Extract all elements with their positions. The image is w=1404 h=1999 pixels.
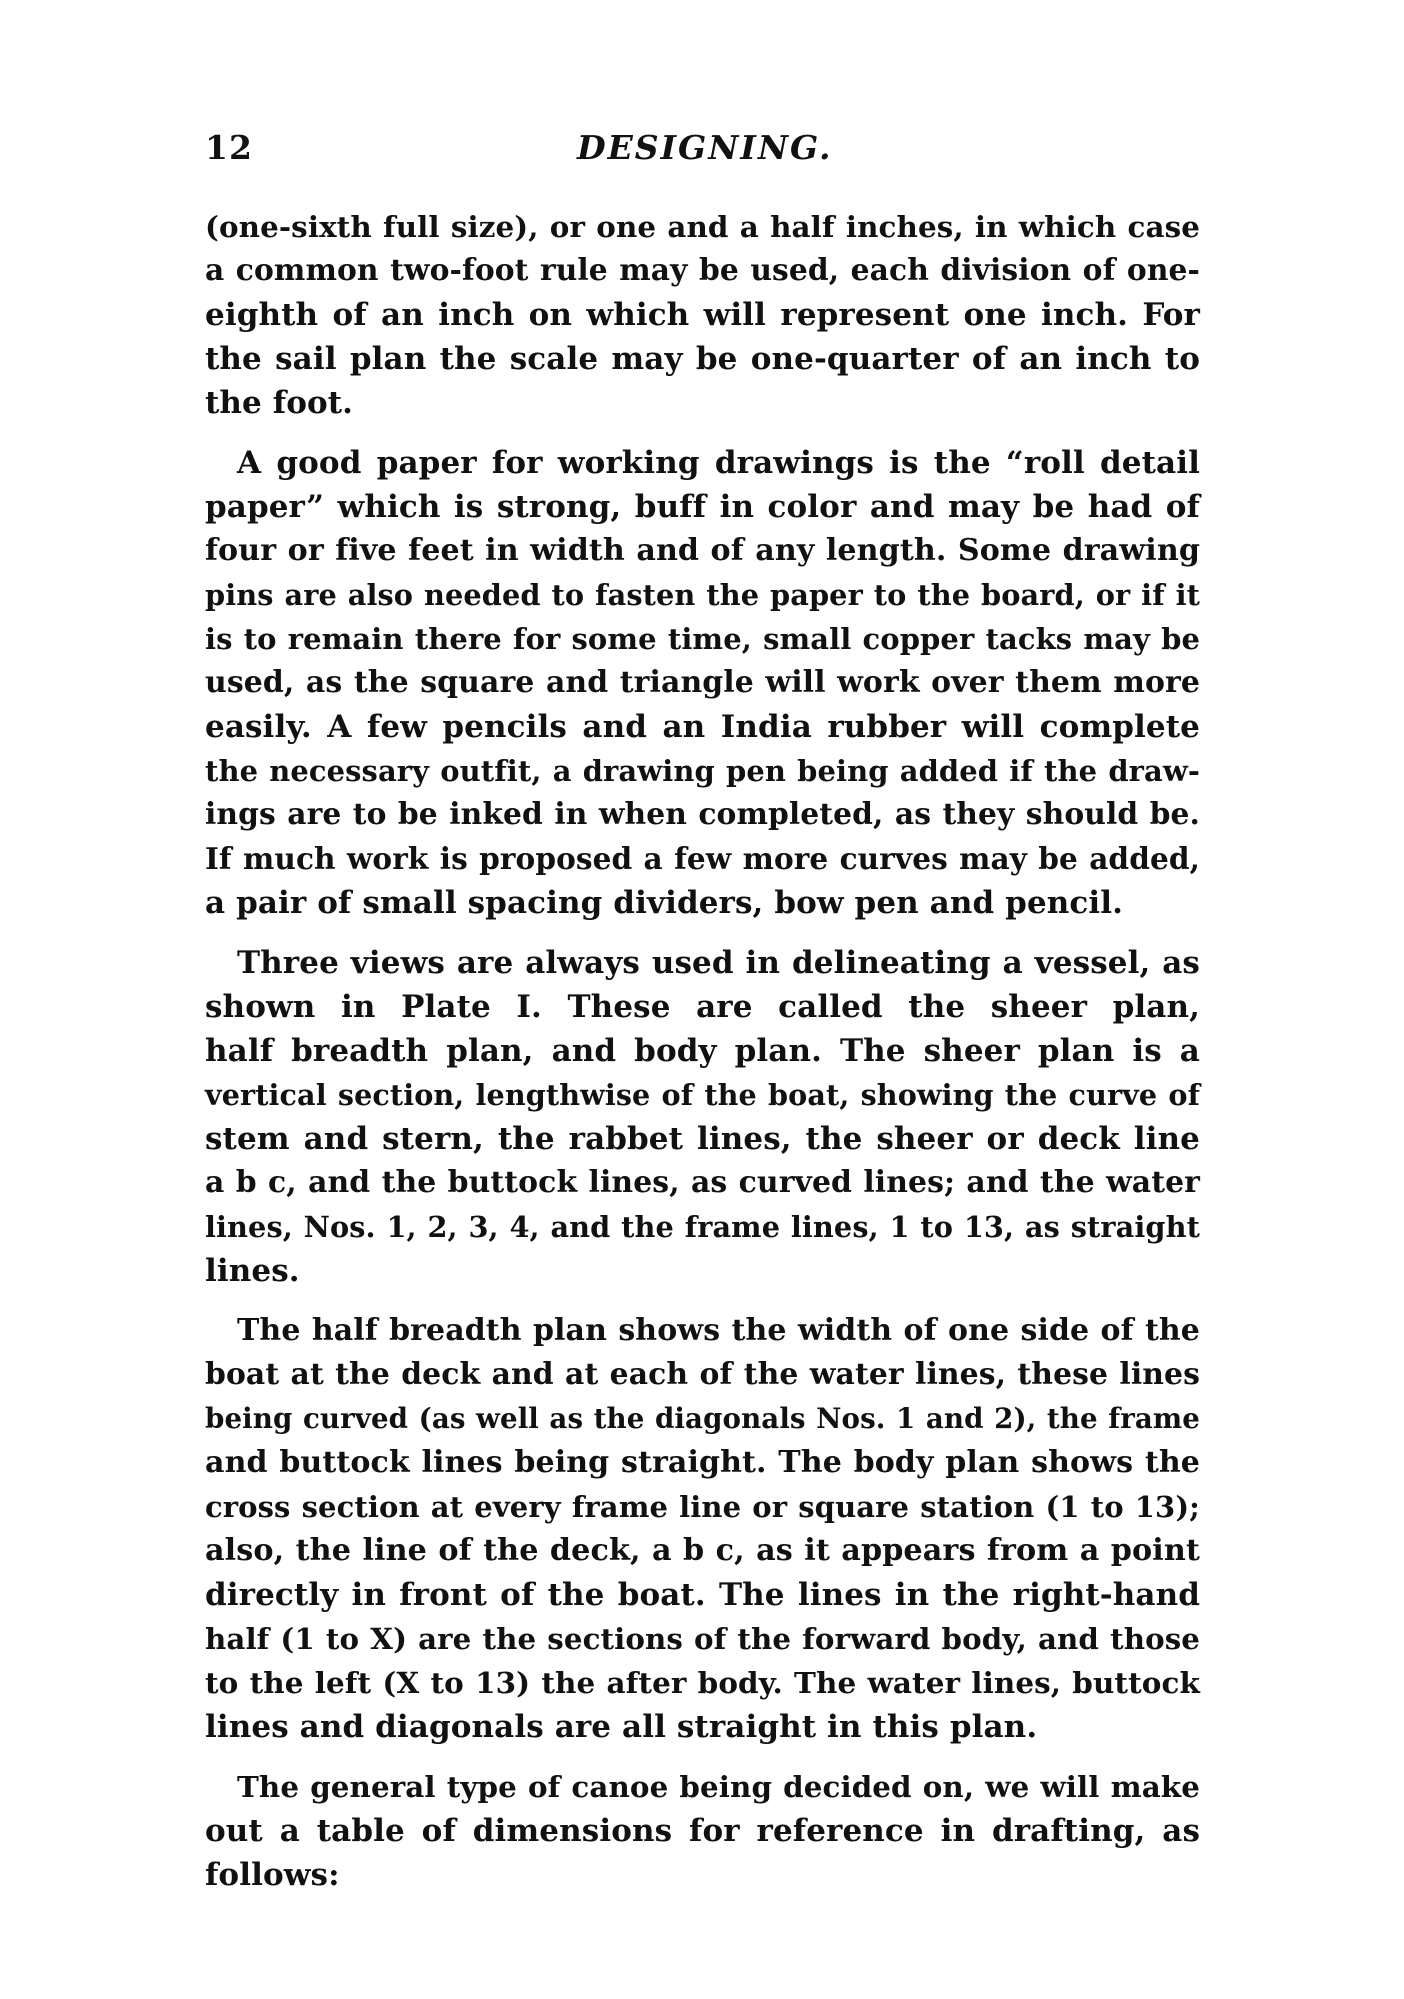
text-line: lines. xyxy=(205,1253,300,1289)
text-line: lines, Nos. 1, 2, 3, 4, and the frame lines, 1 to 13, as straight xyxy=(205,1210,1200,1244)
paragraph-scale xyxy=(205,205,1200,425)
text-line: a pair of small spacing dividers, bow pen and pencil. xyxy=(205,885,1124,921)
text-line: and buttock lines being straight. The body plan shows the xyxy=(205,1445,1200,1480)
paragraph-three-views xyxy=(205,941,1200,1293)
text-line: a b c, and the buttock lines, as curved lines; and the water xyxy=(205,1165,1200,1200)
text-line: half (1 to X) are the sections of the forward body, and those xyxy=(205,1622,1200,1656)
text-line: The general type of canoe being decided on, we will make xyxy=(237,1769,1200,1804)
text-line: pins are also needed to fasten the paper to the board, or if it xyxy=(205,578,1200,612)
body-text xyxy=(205,205,1200,1913)
text-line: four or five feet in width and of any length. Some drawing xyxy=(205,533,1200,568)
paragraph-general-type xyxy=(205,1765,1200,1897)
running-title: DESIGNING. xyxy=(577,128,833,167)
text-line: the sail plan the scale may be one-quarter of an inch to xyxy=(205,341,1200,377)
text-line: boat at the deck and at each of the water lines, these lines xyxy=(205,1357,1200,1392)
text-line: follows: xyxy=(205,1857,340,1893)
text-line: lines and diagonals are all straight in this plan. xyxy=(205,1709,1038,1745)
text-line: Three views are always used in delineating a vessel, as xyxy=(237,945,1200,981)
text-line: (one-sixth full size), or one and a half inches, in which case xyxy=(205,209,1200,244)
text-line: If much work is proposed a few more curves may be added, xyxy=(205,841,1200,876)
text-line: used, as the square and triangle will work over them more xyxy=(205,665,1200,700)
text-line: stem and stern, the rabbet lines, the sheer or deck line xyxy=(205,1121,1200,1157)
text-line: ings are to be inked in when completed, as they should be. xyxy=(205,797,1200,832)
text-line: the necessary outfit, a drawing pen being added if the draw- xyxy=(205,754,1200,788)
text-line: vertical section, lengthwise of the boat, showing the curve of xyxy=(205,1078,1200,1112)
text-line: a common two-foot rule may be used, each division of one- xyxy=(205,253,1200,288)
text-line: out a table of dimensions for reference in drafting, as xyxy=(205,1813,1200,1849)
text-line: to the left (X to 13) the after body. The water lines, buttock xyxy=(205,1665,1200,1700)
text-line: being curved (as well as the diagonals Nos. 1 and 2), the frame xyxy=(205,1402,1200,1435)
page-number: 12 xyxy=(205,128,253,167)
paragraph-paper xyxy=(205,441,1200,925)
paragraph-half-breadth xyxy=(205,1309,1200,1749)
text-line: The half breadth plan shows the width of one side of the xyxy=(237,1313,1200,1348)
page-header xyxy=(205,128,1200,188)
text-line: half breadth plan, and body plan. The sheer plan is a xyxy=(205,1033,1200,1069)
text-line: also, the line of the deck, a b c, as it appears from a point xyxy=(205,1533,1200,1568)
text-line: eighth of an inch on which will represent one inch. For xyxy=(205,297,1200,333)
text-line: is to remain there for some time, small copper tacks may be xyxy=(205,622,1200,656)
text-line: easily. A few pencils and an India rubber will complete xyxy=(205,709,1200,745)
text-line: the foot. xyxy=(205,385,354,421)
text-line: paper” which is strong, buff in color and may be had of xyxy=(205,489,1200,525)
text-line: cross section at every frame line or square station (1 to 13); xyxy=(205,1490,1200,1524)
text-line: A good paper for working drawings is the “roll detail xyxy=(237,445,1200,481)
text-line: shown in Plate I. These are called the sheer plan, xyxy=(205,989,1200,1025)
text-line: directly in front of the boat. The lines in the right-hand xyxy=(205,1577,1200,1613)
